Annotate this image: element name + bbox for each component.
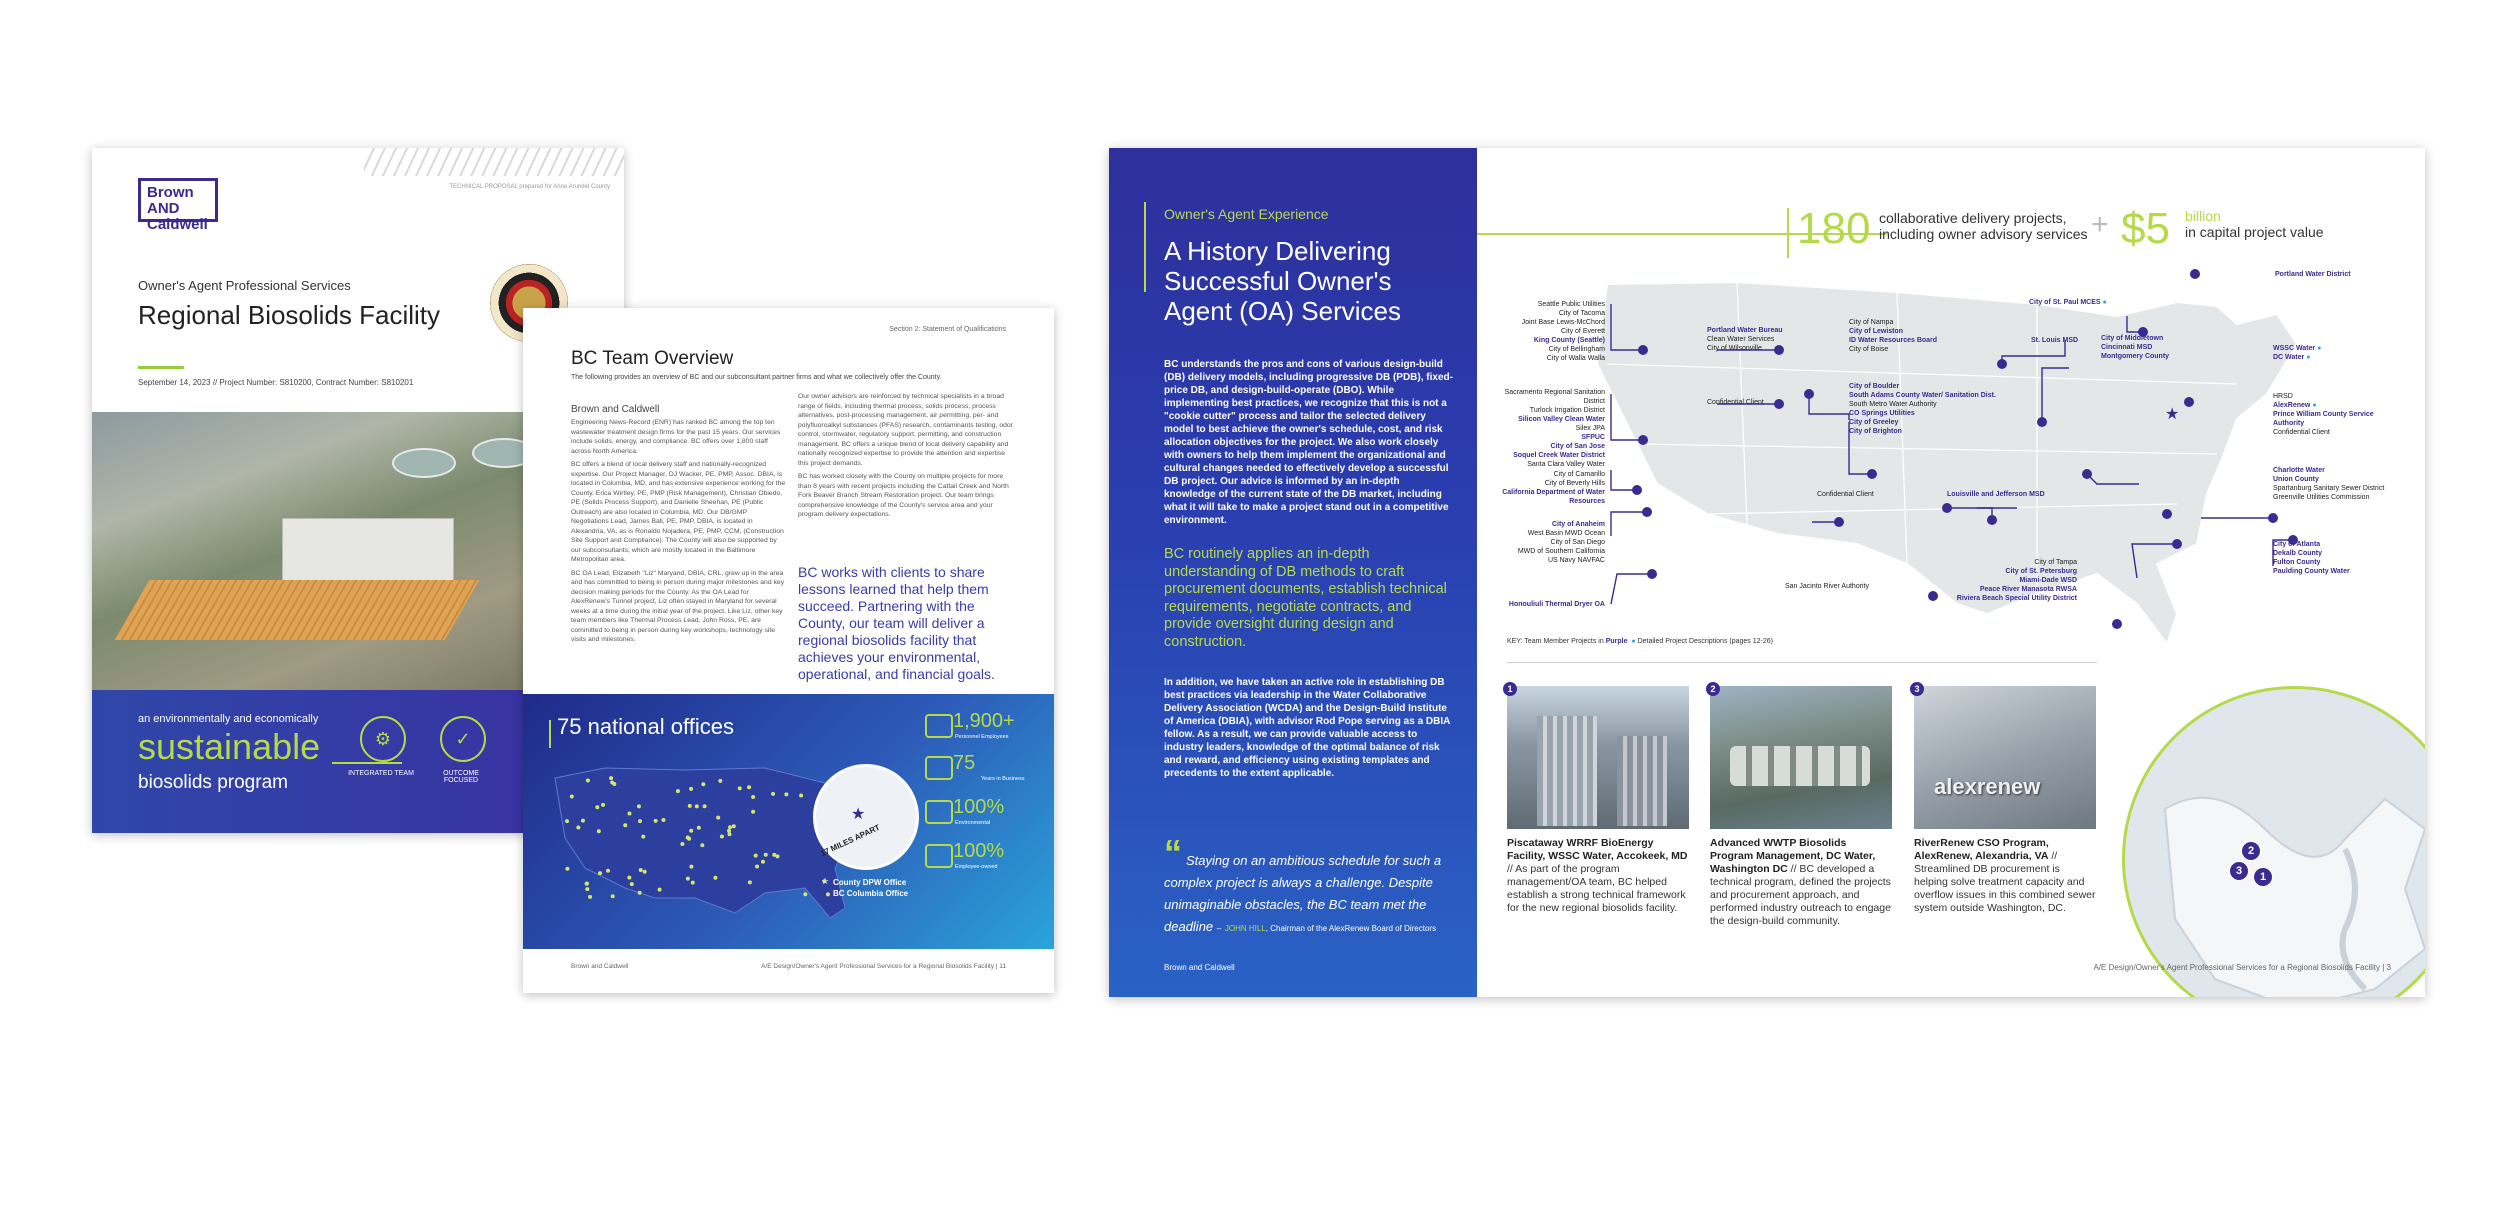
map-label: City of Tacoma — [1558, 310, 1605, 317]
alexrenew-sign: alexrenew — [1934, 774, 2041, 799]
paragraph: BC has worked closely with the County on multiple projects for more than 8 years with recent projects including the Cattail Creek and North Fork Beaver Branch Stream Restoration project. Our team brings comprehensive knowledge of the County's service area and your program delivery expectations. — [798, 473, 1009, 518]
map-label: City of Bellingham — [1548, 346, 1605, 353]
map-label: City of Greeley — [1849, 419, 1899, 426]
project-desc: // Streamlined DB procurement is helping solve treatment capacity and overflow issues in this combined sewer system outside Washington, DC. — [1914, 850, 2096, 914]
office-dot — [680, 842, 684, 846]
offices-accent-bar — [549, 720, 551, 748]
office-dot — [727, 832, 731, 836]
stat-value: 100% — [953, 840, 1005, 862]
nw-labels — [1489, 300, 1605, 363]
map-label: King County (Seattle) — [1533, 337, 1605, 344]
project-location-dot — [1997, 359, 2007, 369]
office-dot — [732, 824, 736, 828]
stat-label: Personnel Employees — [955, 734, 1009, 740]
map-label: US Navy NAVFAC — [1547, 557, 1605, 564]
project-number-badge: 3 — [1910, 682, 1924, 696]
office-dot — [784, 792, 788, 796]
cover-top-note: TECHNICAL PROPOSAL prepared for Anne Arundel County — [449, 184, 610, 190]
office-dot — [576, 825, 580, 829]
dot-icon: ● — [1631, 638, 1636, 645]
body-column-1 — [571, 418, 786, 649]
socal-labels — [1489, 470, 1605, 506]
office-dot — [713, 876, 717, 880]
project-location-dot — [2162, 509, 2172, 519]
office-dot — [565, 867, 569, 871]
office-dot — [627, 876, 631, 880]
map-label: City of Wilsonville — [1707, 345, 1762, 352]
project-card-1 — [1507, 686, 1689, 915]
map-label: Confidential Client — [1817, 491, 1874, 498]
page-title: BC Team Overview — [571, 348, 734, 369]
map-label: Confidential Client — [2273, 429, 2330, 436]
office-dot — [747, 785, 751, 789]
digester-row — [1730, 746, 1870, 786]
office-dot — [638, 819, 642, 823]
ca-labels — [1489, 388, 1605, 469]
office-dot — [623, 823, 627, 827]
map-label: Silex JPA — [1575, 425, 1605, 432]
map-label: Honouliuli Thermal Dryer OA — [1508, 601, 1605, 608]
project-title: Advanced WWTP Biosolids Program Management, DC Water, Washington DC — [1710, 837, 1876, 875]
stat-label: Years in Business — [981, 776, 1025, 782]
project-description — [1507, 837, 1689, 915]
map-label: Dekalb County — [2273, 550, 2323, 557]
project-location-dot — [2172, 539, 2182, 549]
leader-line — [1611, 512, 1647, 536]
project-location-dot — [1642, 507, 1652, 517]
portland-me-label — [2275, 270, 2351, 279]
map-label: South Adams County Water/ Sanitation Dist. — [1849, 392, 1996, 399]
project-card-2 — [1710, 686, 1892, 928]
map-label: Prince William County Service Authority — [2273, 411, 2374, 427]
map-label: City of St. Paul MCES — [2029, 299, 2101, 306]
map-label: WSSC Water — [2273, 345, 2316, 352]
map-label: City of Camarillo — [1553, 471, 1605, 478]
office-dot — [661, 818, 665, 822]
ownership-icon — [925, 844, 953, 868]
team-icon-label: INTEGRATED TEAM — [348, 770, 414, 777]
office-dot — [691, 881, 695, 885]
office-dot — [586, 779, 590, 783]
calendar-icon — [925, 756, 953, 780]
map-label: Paulding County Water — [2273, 568, 2350, 575]
quote-role: , Chairman of the AlexRenew Board of Directors — [1265, 924, 1437, 933]
footer-right: A/E Design/Owner's Agent Professional Services for a Regional Biosolids Facility | 11 — [761, 963, 1006, 970]
office-dot — [738, 786, 742, 790]
spread-title: A History Delivering Successful Owner's Agent (OA) Services — [1164, 236, 1401, 326]
project-location-dot — [1928, 591, 1938, 601]
map-label: South Metro Water Authority — [1849, 401, 1937, 408]
testimonial-quote — [1164, 850, 1464, 940]
project-location-dot — [2082, 469, 2092, 479]
legend-dpw: County DPW Office — [833, 878, 907, 887]
office-dot — [728, 825, 732, 829]
map-label: HRSD — [2273, 393, 2293, 400]
body-paragraph-2: In addition, we have taken an active role in establishing DB best practices via leadership in the Water Collaborative Delivery Association (WCDA) and the Design-Build Institute of America (DBIA), with advisor Rod Pope serving as a DBIA fellow. As a result, we can provide valuable access to industry leaders, knowledge of the optimal balance of risk and reward, and efficiency using existing templates and precedents to the extent applicable. — [1164, 677, 1450, 779]
office-dot — [581, 819, 585, 823]
map-label: Cincinnati MSD — [2101, 344, 2153, 351]
team-overview-page — [523, 308, 1054, 993]
sd-labels — [1489, 520, 1605, 565]
office-dot — [689, 829, 693, 833]
office-dot — [688, 804, 692, 808]
office-dot — [627, 812, 631, 816]
office-dot — [727, 829, 731, 833]
project-desc: // As part of the program management/OA team, BC helped establish a strong technical framework for the new regional biosolids facility. — [1507, 863, 1686, 914]
office-dot — [676, 789, 680, 793]
office-dot — [716, 816, 720, 820]
brown-caldwell-logo: Brown AND Caldwell — [138, 178, 218, 222]
office-dot — [761, 860, 765, 864]
highlight-paragraph: BC routinely applies an in-depth understanding of DB methods to craft procurement documents, establish technical requirements, negotiate contracts, and provide oversight during design and construction. — [1164, 546, 1447, 650]
office-dot — [595, 805, 599, 809]
paragraph: Engineering News-Record (ENR) has ranked BC among the top ten wastewater treatment design firms for the past 15 years. Our services include solids, energy, and compliance. BC offers over 1,800 staff across North America. — [571, 419, 781, 455]
quote-mark-icon: “ — [1164, 832, 1182, 873]
project-title: RiverRenew CSO Program, AlexRenew, Alexandria, VA — [1914, 837, 2049, 862]
office-dot — [772, 853, 776, 857]
stat-value: 100% — [953, 796, 1005, 818]
office-dot — [610, 780, 614, 784]
map-label: MWD of Southern California — [1517, 548, 1605, 555]
facility-roof — [115, 580, 480, 640]
map-label: Clean Water Services — [1707, 336, 1775, 343]
stat-value: 1,900+ — [953, 710, 1015, 732]
office-dot — [771, 792, 775, 796]
map-label: City of Atlanta — [2273, 541, 2321, 548]
office-dot — [689, 787, 693, 791]
project-location-dot — [1834, 517, 1844, 527]
office-dot — [689, 865, 693, 869]
map-label: West Basin MWD Ocean — [1527, 530, 1605, 537]
dot-icon: ● — [2306, 354, 2311, 361]
map-label: Joint Base Lewis-McChord — [1521, 319, 1605, 326]
header-hatch — [364, 148, 624, 176]
map-label: Confidential Client — [1707, 399, 1764, 406]
map-label: Silicon Valley Clean Water — [1518, 416, 1605, 423]
dc-region-zoom-map — [2122, 686, 2425, 997]
sanjac-label — [1785, 582, 1869, 591]
map-label: St. Louis MSD — [2031, 337, 2079, 344]
project-location-dot — [1638, 345, 1648, 355]
va-labels — [2273, 392, 2393, 437]
office-dot — [764, 853, 768, 857]
project-location-dot — [1632, 485, 1642, 495]
clarifier-tank — [392, 448, 456, 478]
people-icon — [925, 714, 953, 738]
project-description — [1710, 837, 1892, 928]
map-label: City of St. Petersburg — [2005, 568, 2077, 575]
office-dot — [700, 843, 704, 847]
map-label: DC Water — [2273, 354, 2305, 361]
map-label: City of San Jose — [1550, 443, 1605, 450]
office-dot — [585, 882, 589, 886]
map-label: Peace River Manasota RWSA — [1979, 586, 2077, 593]
office-dot — [654, 819, 658, 823]
stlouis-label — [2031, 336, 2078, 345]
stat-180-text — [1879, 210, 2088, 242]
office-dot — [630, 882, 634, 886]
office-dot — [826, 892, 830, 896]
map-label: City of Walla Walla — [1546, 355, 1605, 362]
project-card-3 — [1914, 686, 2096, 915]
office-dot — [686, 835, 690, 839]
map-label: Soquel Creek Water District — [1513, 452, 1605, 459]
map-label: California Department of Water Resources — [1502, 489, 1605, 505]
office-dot — [748, 880, 752, 884]
map-label: City of San Diego — [1550, 539, 1605, 546]
ohio-labels — [2101, 334, 2169, 361]
map-label: Fulton County — [2273, 559, 2321, 566]
stat-5b-text: in capital project value — [2185, 224, 2324, 240]
paragraph: BC offers a blend of local delivery staff and nationally-recognized expertise. Our Project Manager, DJ Wacker, PE, PMP, Assoc. DBIA, is located in Columbia, MD, and has extensive experience working for the County. Erica Wirtley, PE, PMP (Risk Management), Christian Obiedo, PE (Solids Process Support), and Danielle Sheehan, PE (Public Outreach) are also located in Columbia, MD. Our DB/GMP Negotiations Lead, James Ball, PE, PMP, DBIA, is located in Alexandria, VA, as is Ronaldo Nojadera, PE, PMP, CCM, (Construction Site Support and Compliance). The County will also be supported by our subconsultants, which are mostly located in the Baltimore Metropolitan area. — [571, 461, 786, 563]
map-label: Riviera Beach Special Utility District — [1956, 595, 2077, 602]
map-label: City of Nampa — [1849, 319, 1894, 326]
quote-author: JOHN HILL — [1224, 924, 1266, 933]
stat-5b-unit: billion — [2185, 208, 2221, 224]
zoom-marker-1: 1 — [2253, 867, 2273, 887]
cover-subtitle: Owner's Agent Professional Services — [138, 278, 351, 293]
map-label: Miami-Dade WSD — [2019, 577, 2077, 584]
map-label: City of Boise — [1849, 346, 1889, 353]
body-paragraph-1: BC understands the pros and cons of various design-build (DB) delivery models, including progressive DB (PDB), fixed-price DB, and design-build-operate (DBO). While implementing best practices, we recognize that this is not a "cookie cutter" process and tailor the selected delivery model to best achieve the owner's schedule, cost, and risk allocation objectives for the project. We also work closely with owners to help them implement the organizational and cultural changes needed to effectively develop a successful DB project. Our advice is informed by an in-depth knowledge of the current state of the DB market, including what it will take to make a project stand out in a competitive environment. — [1164, 359, 1453, 526]
office-dot — [703, 804, 707, 808]
nc-labels — [2273, 466, 2393, 502]
map-label: City of Brighton — [1849, 428, 1902, 435]
map-label: City of Tampa — [2034, 559, 2077, 566]
map-label: Greenville Utilities Commission — [2273, 494, 2370, 501]
office-dot — [803, 892, 807, 896]
confidential-central-label — [1817, 490, 1874, 499]
map-label: AlexRenew — [2273, 402, 2311, 409]
portland-labels — [1707, 326, 1783, 353]
stat-180-value: 180 — [1797, 204, 1871, 253]
map-label: Seattle Public Utilities — [1537, 301, 1605, 308]
stat-180-line1: collaborative delivery projects, — [1879, 210, 2067, 226]
project-number-badge: 1 — [1503, 682, 1517, 696]
project-location-dot — [2184, 397, 2194, 407]
confidential-west-label — [1707, 398, 1764, 407]
project-location-dot — [2112, 619, 2122, 629]
map-label: City of Beverly Hills — [1544, 480, 1605, 487]
project-number-badge: 2 — [1706, 682, 1720, 696]
zoom-marker-2: 2 — [2241, 841, 2261, 861]
map-key — [1507, 638, 1773, 645]
map-label: Turlock Irrigation District — [1529, 407, 1605, 414]
office-dot — [701, 782, 705, 786]
quote-dash: – — [1216, 924, 1222, 933]
bc-heading: Brown and Caldwell — [571, 404, 660, 415]
team-icon: ⚙ — [360, 716, 406, 762]
office-dot — [718, 779, 722, 783]
tank-structure — [1537, 716, 1597, 826]
office-dot — [658, 888, 662, 892]
legend-bc: BC Columbia Office — [833, 889, 909, 898]
idaho-labels — [1849, 318, 1937, 354]
cover-date-line: September 14, 2023 // Project Number: S810200, Contract Number: S810201 — [138, 378, 414, 387]
map-label: City of Everett — [1561, 328, 1605, 335]
maryland-star-icon: ★ — [2165, 406, 2180, 423]
oa-experience-spread — [1109, 148, 2425, 997]
office-dot — [755, 864, 759, 868]
map-label: Union County — [2273, 476, 2319, 483]
project-location-dot — [2037, 417, 2047, 427]
project-location-dot — [1647, 569, 1657, 579]
office-dot — [638, 891, 642, 895]
tank-structure — [1617, 736, 1667, 826]
office-dot — [606, 869, 610, 873]
star-icon: ☆ — [821, 876, 830, 886]
tagline-top: an environmentally and economically — [138, 713, 319, 725]
project-location-dot — [1774, 399, 1784, 409]
paragraph: BC OA Lead, Elizabeth "Liz" Maryand, DBIA, CRL, grew up in the area and has committed to being in person during major milestones and key decision making periods for the County. As the OA Lead for AlexRenew's Tunnel project, Liz often stayed in Maryland for several weeks at a time during the initial year of the project. Like Liz, other key team members like Thermal Process Lead, John Ross, PE, are committed to being in person during key workshops, technology site visits and milestones. — [571, 569, 785, 643]
piscataway-photo — [1507, 686, 1689, 829]
office-dot — [751, 810, 755, 814]
miles-apart-label: 17 MILES APART — [819, 822, 882, 859]
project-desc: // BC developed a technical program, defined the projects and procurement approach, and performed industry outreach to engage the design-build community. — [1710, 863, 1891, 927]
map-label: CO Springs Utilities — [1849, 410, 1915, 417]
outcome-icon: ✓ — [440, 716, 486, 762]
office-dot — [565, 819, 569, 823]
hawaii-label — [1489, 600, 1605, 609]
office-dot — [720, 834, 724, 838]
footer-left: Brown and Caldwell — [571, 963, 629, 970]
project-description — [1914, 837, 2096, 915]
map-label: City of Lewiston — [1849, 328, 1904, 335]
map-label: Montgomery County — [2101, 353, 2170, 360]
cover-title: Regional Biosolids Facility — [138, 300, 441, 330]
map-label: Charlotte Water — [2273, 467, 2325, 474]
dot-icon: ● — [2312, 402, 2317, 409]
project-location-dot — [1987, 515, 1997, 525]
cover-accent-rule — [138, 366, 184, 369]
project-location-dot — [1804, 389, 1814, 399]
outcome-icon-label: OUTCOME FOCUSED — [443, 770, 479, 784]
leaf-icon — [925, 800, 953, 824]
colorado-labels — [1849, 382, 1996, 436]
stat-value: 75 — [953, 752, 976, 774]
paragraph: Our owner advisors are reinforced by technical specialists in a broad range of fields, including thermal process, solids process, process alternatives, post-processing management, air permitting, per- and polyfluoroalkyl substances (PFAS) research, contaminants testing, odor control, stormwater, regulatory support, permitting, and construction management. BC offers a unique blend of local delivery capability and nationally recognized expertise to provide the attention and expertise this project demands. — [798, 393, 1013, 467]
map-label: Louisville and Jefferson MSD — [1947, 491, 2045, 498]
key-prefix: KEY: Team Member Projects in — [1507, 638, 1604, 645]
office-dot — [609, 776, 613, 780]
tagline-big: sustainable — [138, 726, 321, 767]
section-divider — [1507, 662, 2097, 663]
ga-labels — [2273, 540, 2393, 576]
footer-right: A/E Design/Owner's Agent Professional Services for a Regional Biosolids Facility | 3 — [2093, 963, 2391, 972]
plus-sign: + — [2091, 208, 2109, 241]
project-location-dot — [1867, 469, 1877, 479]
bc-office-star-icon: ★ — [851, 806, 866, 823]
office-dot — [601, 803, 605, 807]
tagline-bottom: biosolids program — [138, 772, 288, 793]
office-dot — [611, 894, 615, 898]
dot-icon: ● — [2317, 345, 2322, 352]
office-dot — [695, 804, 699, 808]
office-dot — [641, 835, 645, 839]
stat-5b-value: $5 — [2121, 204, 2170, 253]
footer-left: Brown and Caldwell — [1164, 963, 1235, 972]
office-dot — [799, 793, 803, 797]
dc-region-shape — [2125, 689, 2425, 997]
key-purple: Purple — [1605, 638, 1628, 645]
project-location-dot — [2268, 513, 2278, 523]
stat-label: Environmental — [955, 820, 991, 826]
section-label: Section 2: Statement of Qualifications — [889, 326, 1006, 333]
stpaul-label — [2029, 298, 2107, 307]
stat-label: Employee-owned — [955, 864, 998, 870]
key-suffix: Detailed Project Descriptions (pages 12-26) — [1637, 638, 1773, 645]
office-dot — [686, 877, 690, 881]
zoom-marker-3: 3 — [2229, 861, 2249, 881]
quote-text: Staying on an ambitious schedule for such a complex project is always a challenge. Despite unimaginable obstacles, the BC team met the deadline — [1164, 853, 1442, 934]
arrow-icon — [332, 762, 402, 764]
office-dot — [570, 795, 574, 799]
alexrenew-sign-photo — [1914, 686, 2096, 829]
leader-line — [1611, 574, 1652, 604]
office-dot — [637, 804, 641, 808]
map-label: ID Water Resources Board — [1849, 337, 1938, 344]
office-dot — [598, 871, 602, 875]
body-column-2 — [798, 392, 1013, 524]
map-label: SFPUC — [1581, 434, 1605, 441]
map-label: City of Middletown — [2101, 335, 2164, 342]
office-dot — [751, 795, 755, 799]
map-label: Sacramento Regional Sanitation District — [1504, 389, 1605, 405]
project-location-dot — [2190, 269, 2200, 279]
office-dot — [643, 870, 647, 874]
stat-180-line2: including owner advisory services — [1879, 226, 2088, 242]
office-dot — [585, 887, 589, 891]
title-accent-bar — [1144, 202, 1146, 292]
florida-labels — [1939, 558, 2077, 603]
office-dot — [754, 854, 758, 858]
office-dot — [597, 829, 601, 833]
md-labels — [2273, 344, 2321, 362]
pull-quote: BC works with clients to share lessons learned that help them succeed. Partnering with the County, our team will deliver a regional biosolids facility that achieves your environmental, operational, and financial goals. — [798, 564, 995, 682]
map-label: City of Anaheim — [1551, 521, 1605, 528]
map-label: San Jacinto River Authority — [1785, 583, 1870, 590]
map-label: Portland Water District — [2275, 271, 2351, 278]
offices-title: 75 national offices — [557, 714, 734, 739]
dc-water-aerial-photo — [1710, 686, 1892, 829]
eyebrow: Owner's Agent Experience — [1164, 206, 1329, 222]
dot-icon: ● — [2102, 299, 2107, 306]
louisville-label — [1947, 490, 2045, 499]
map-label: Portland Water Bureau — [1707, 327, 1783, 334]
map-label: Santa Clara Valley Water — [1527, 461, 1605, 468]
project-location-dot — [1942, 503, 1952, 513]
map-label: City of Boulder — [1849, 383, 1900, 390]
project-location-dot — [1638, 435, 1648, 445]
project-title: Piscataway WRRF BioEnergy Facility, WSSC Water, Accokeek, MD — [1507, 837, 1688, 862]
map-label: Spartanburg Sanitary Sewer District — [2273, 485, 2385, 492]
office-dot — [697, 826, 701, 830]
intro-text: The following provides an overview of BC and our subconsultant partner firms and what we collectively offer the County. — [571, 374, 942, 381]
office-dot — [639, 868, 643, 872]
office-dot — [588, 895, 592, 899]
